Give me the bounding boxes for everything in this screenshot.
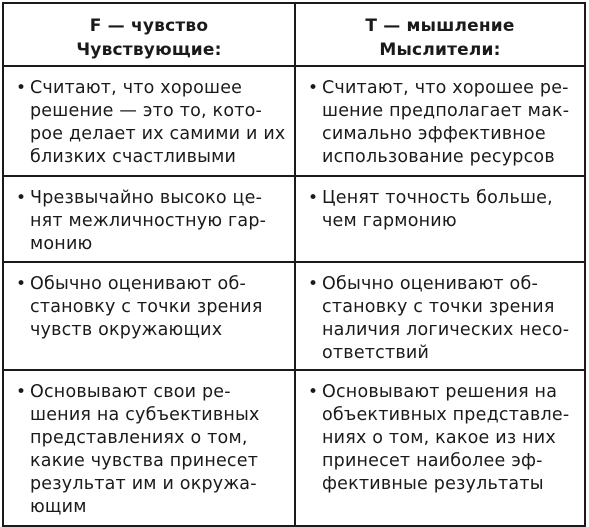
feeling-text: Чрезвычайно высоко це- нят межличностную гар- монию: [30, 188, 267, 254]
thinking-text: Ценят точность больше, чем гармонию: [322, 188, 553, 231]
bullet-icon: •: [308, 382, 319, 402]
header-feeling-title: F — чувство: [89, 16, 209, 36]
thinking-cell: [294, 177, 584, 261]
bullet-icon: •: [16, 78, 27, 98]
header-thinking: [294, 4, 584, 65]
bullet-icon: •: [308, 274, 319, 294]
thinking-cell: [294, 371, 584, 525]
table-row: [4, 175, 584, 261]
thinking-cell: [294, 263, 584, 369]
feeling-cell: [4, 263, 294, 369]
feeling-text: Обычно оценивают об- становку с точки зрения чувств окружающих: [30, 274, 263, 340]
thinking-text: Обычно оценивают об- становку с точки зрения наличия логических несо- ответствий: [322, 274, 570, 363]
bullet-icon: •: [308, 188, 319, 208]
feeling-cell: [4, 177, 294, 261]
feeling-cell: [4, 371, 294, 525]
bullet-icon: •: [16, 274, 27, 294]
header-thinking-subtitle: Мыслители:: [379, 40, 501, 60]
bullet-icon: •: [308, 78, 319, 98]
feeling-text: Считают, что хорошее решение — это то, кото- рое делает их самими и их близких счастливыми: [30, 78, 286, 167]
bullet-icon: •: [16, 188, 27, 208]
thinking-cell: [294, 67, 584, 175]
comparison-table: [2, 2, 586, 527]
feeling-cell: [4, 67, 294, 175]
table-row: [4, 261, 584, 369]
thinking-text: Основывают решения на объективных представле- ниях о том, какое из них принесет наиболее эф- фективные результаты: [322, 382, 570, 494]
table-header-row: [4, 4, 584, 65]
header-feeling: [4, 4, 294, 65]
header-thinking-title: T — мышление: [365, 16, 515, 36]
feeling-text: Основывают свои ре- шения на субъективных представлениях о том, какие чувства принесет результат им и окружа- ющим: [30, 382, 260, 517]
table-row: [4, 369, 584, 525]
header-feeling-subtitle: Чувствующие:: [76, 40, 222, 60]
bullet-icon: •: [16, 382, 27, 402]
thinking-text: Считают, что хорошее ре- шение предполагает мак- симально эффективное использование ресурсов: [322, 78, 570, 167]
table-row: [4, 65, 584, 175]
